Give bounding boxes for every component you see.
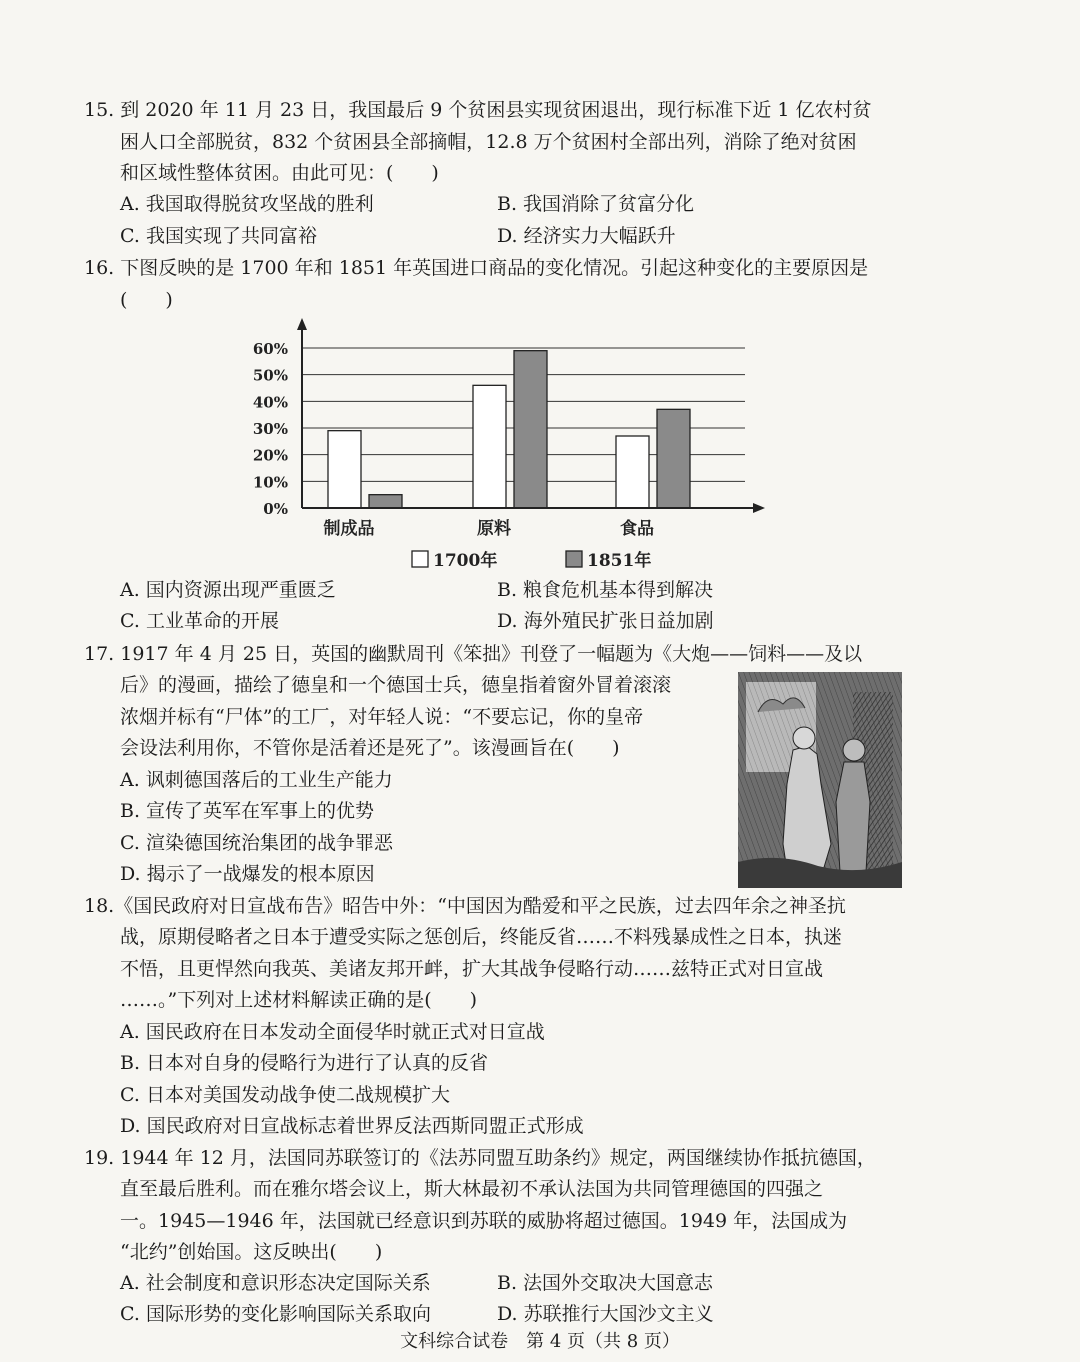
y-tick-label: 30%	[252, 420, 288, 438]
q17-option-b: B. 宣传了英军在军事上的优势	[120, 800, 375, 822]
q18-option-d: D. 国民政府对日宣战标志着世界反法西斯同盟正式形成	[120, 1115, 584, 1137]
bar-series2	[369, 495, 402, 508]
q16-option-d: D. 海外殖民扩张日益加剧	[497, 610, 714, 632]
q16-line-1: 16. 下图反映的是 1700 年和 1851 年英国进口商品的变化情况。引起这种变化的主要原因是	[84, 257, 869, 279]
q19-line-1: 19. 1944 年 12 月，法国同苏联签订的《法苏同盟互助条约》规定，两国继续协作抵抗德国，	[84, 1147, 876, 1169]
q19-option-d: D. 苏联推行大国沙文主义	[497, 1303, 714, 1325]
q19-option-a: A. 社会制度和意识形态决定国际关系	[120, 1272, 431, 1294]
q17-option-a: A. 讽刺德国落后的工业生产能力	[120, 769, 393, 791]
q17-line-4: 会设法利用你，不管你是活着还是死了”。该漫画旨在( )	[120, 737, 620, 759]
q17-option-d: D. 揭示了一战爆发的根本原因	[120, 863, 375, 885]
q19-option-b: B. 法国外交取决大国意志	[497, 1272, 714, 1294]
q15-line-2: 困人口全部脱贫，832 个贫困县全部摘帽，12.8 万个贫困村全部出列，消除了绝对贫困	[120, 131, 857, 153]
q18-line-4: ……。”下列对上述材料解读正确的是( )	[120, 989, 478, 1011]
q18-line-1: 18.《国民政府对日宣战布告》昭告中外：“中国因为酷爱和平之民族，过去四年余之神圣抗	[84, 895, 846, 917]
q16-option-c: C. 工业革命的开展	[120, 610, 279, 632]
q15-option-a: A. 我国取得脱贫攻坚战的胜利	[120, 193, 374, 215]
x-category-label: 原料	[477, 519, 511, 539]
bar-series2	[657, 409, 690, 508]
chart-x-labels	[324, 518, 655, 539]
legend-label: 1851年	[587, 551, 652, 571]
q15-option-b: B. 我国消除了贫富分化	[497, 193, 695, 215]
y-axis-arrow	[297, 318, 307, 330]
kaiser-head	[793, 727, 815, 749]
q16-line-2: ( )	[120, 289, 173, 311]
q19-line-2: 直至最后胜利。而在雅尔塔会议上，斯大林最初不承认法国为共同管理德国的四强之	[120, 1178, 824, 1200]
soldier-head	[843, 739, 865, 761]
y-tick-label: 50%	[252, 366, 288, 385]
chart-y-ticks	[253, 340, 288, 518]
q18-option-c: C. 日本对美国发动战争使二战规模扩大	[120, 1084, 450, 1106]
bar-series1	[328, 431, 361, 508]
q15-line-3: 和区域性整体贫困。由此可见：( )	[120, 162, 439, 184]
q15-line-1: 15. 到 2020 年 11 月 23 日，我国最后 9 个贫困县实现贫困退出，现行标准下近 1 亿农村贫	[84, 99, 872, 121]
y-tick-label: 0%	[263, 500, 288, 518]
legend-label: 1700年	[433, 551, 498, 571]
bar-series1	[616, 436, 649, 508]
bar-series1	[473, 385, 506, 508]
q17-line-3: 浓烟并标有“尸体”的工厂，对年轻人说：“不要忘记，你的皇帝	[120, 706, 644, 728]
soldier-figure	[836, 762, 870, 872]
q18-option-b: B. 日本对自身的侵略行为进行了认真的反省	[120, 1052, 489, 1074]
q15-option-d: D. 经济实力大幅跃升	[497, 225, 676, 247]
q17-option-c: C. 渲染德国统治集团的战争罪恶	[120, 832, 393, 854]
y-tick-label: 60%	[252, 340, 288, 358]
page-footer: 文科综合试卷 第 4 页（共 8 页）	[400, 1331, 680, 1352]
q16-option-b: B. 粮食危机基本得到解决	[497, 579, 714, 601]
y-tick-label: 40%	[252, 393, 288, 412]
q19-line-3: 一。1945—1946 年，法国就已经意识到苏联的威胁将超过德国。1949 年，法国成为	[120, 1210, 848, 1232]
q18-option-a: A. 国民政府在日本发动全面侵华时就正式对日宣战	[120, 1021, 545, 1043]
x-axis-arrow	[753, 503, 765, 513]
legend-swatch	[412, 551, 428, 567]
import-bar-chart	[240, 312, 780, 582]
q18-line-3: 不悟，且更悍然向我英、美诸友邦开衅，扩大其战争侵略行动……兹特正式对日宣战	[120, 958, 824, 980]
y-tick-label: 10%	[252, 473, 288, 492]
q18-line-2: 战，原期侵略者之日本于遭受实际之惩创后，终能反省……不料残暴成性之日本，执迷	[120, 926, 843, 948]
x-category-label: 食品	[620, 519, 654, 539]
x-category-label: 制成品	[323, 519, 375, 539]
y-tick-label: 20%	[252, 446, 288, 465]
chart-legend	[412, 550, 651, 571]
q19-line-4: “北约”创始国。这反映出( )	[120, 1241, 383, 1263]
q15-option-c: C. 我国实现了共同富裕	[120, 225, 317, 247]
cartoon-illustration	[738, 672, 902, 888]
q16-option-a: A. 国内资源出现严重匮乏	[120, 579, 336, 601]
q17-line-2: 后》的漫画，描绘了德皇和一个德国士兵，德皇指着窗外冒着滚滚	[120, 674, 672, 696]
bar-series2	[514, 351, 547, 508]
q17-line-1: 17. 1917 年 4 月 25 日，英国的幽默周刊《笨拙》刊登了一幅题为《大炮——饲料——及以	[84, 643, 863, 665]
q19-option-c: C. 国际形势的变化影响国际关系取向	[120, 1303, 431, 1325]
legend-swatch	[566, 551, 582, 567]
